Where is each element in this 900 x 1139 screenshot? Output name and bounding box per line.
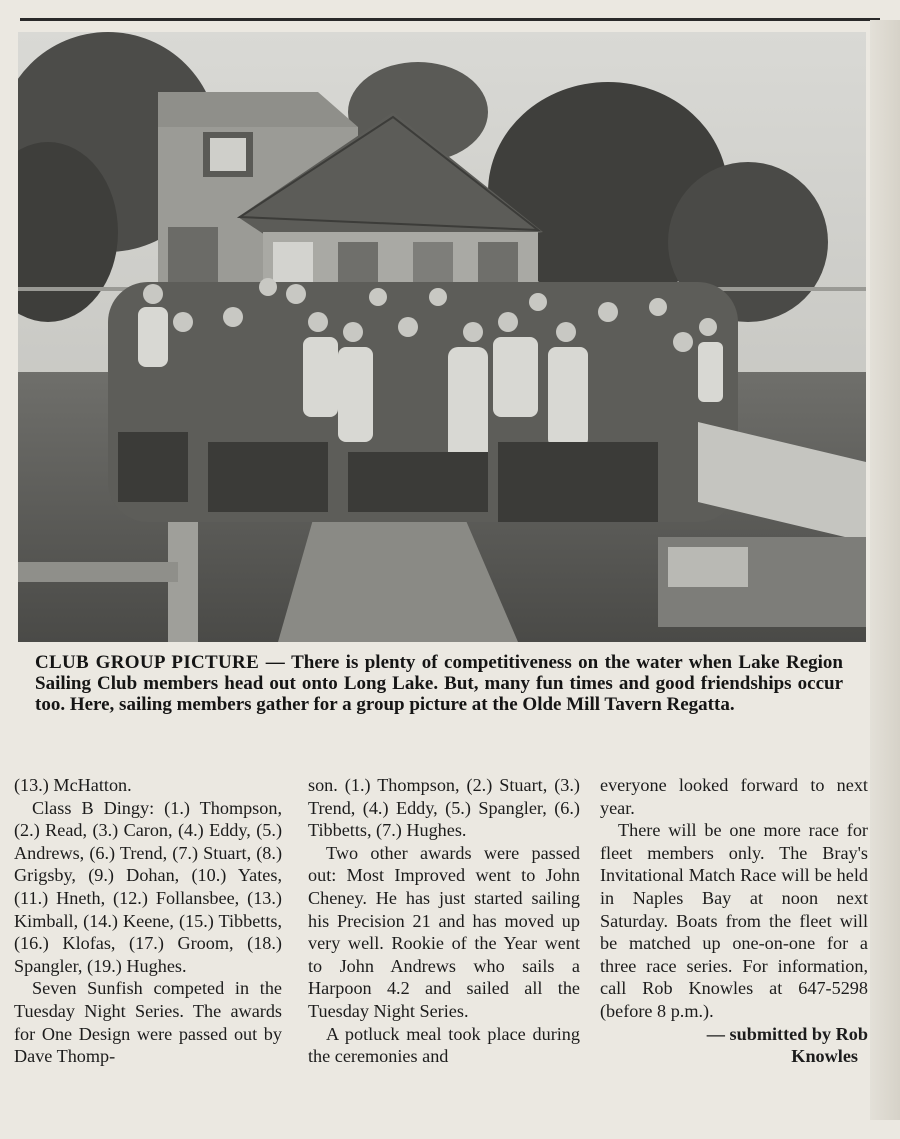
article-paragraph: Seven Sunfish competed in the Tuesday Night Series. The awards for One Design were passed out by Dave Thomp- xyxy=(14,978,282,1067)
caption-text: There is plenty of competitiveness on the water when Lake Region Sailing Club members head out onto Long Lake. But, many fun times and good friendships occur too. Here, sailing members gather for a group picture at the Olde Mill Tavern Regatta. xyxy=(35,652,843,715)
article-column-3 xyxy=(600,774,868,1068)
article-paragraph: Class B Dingy: (1.) Thompson, (2.) Read, (3.) Caron, (4.) Eddy, (5.) Andrews, (6.) Trend, (7.) Stuart, (8.) Grigsby, (9.) Dohan, (10.) Yates, (11.) Hneth, (12.) Follansbee, (13.) Kimball, (14.) Keene, (15.) Tibbetts, (16.) Klofas, (17.) Groom, (18.) Spangler, (19.) Hughes. xyxy=(14,797,282,976)
article-paragraph: (13.) McHatton. xyxy=(14,775,132,795)
adjacent-page-edge xyxy=(870,20,900,1120)
article-paragraph: everyone looked forward to next year. xyxy=(600,775,868,818)
photo-caption xyxy=(35,652,843,715)
article-paragraph: Two other awards were passed out: Most Improved went to John Cheney. He has just started sailing his Precision 21 and has moved up very well. Rookie of the Year went to John Andrews who sails a Harpoon 4.2 and sailed all the Tuesday Night Series. xyxy=(308,842,580,1021)
article-column-2 xyxy=(308,774,580,1068)
group-photo xyxy=(18,32,866,642)
byline-author: Knowles xyxy=(791,1046,858,1067)
article-paragraph: There will be one more race for fleet members only. The Bray's Invitational Match Race will be held in Naples Bay at noon next Saturday. Boats from the fleet will be matched up one-on-one for a three race series. For information, call Rob Knowles at 647-5298 (before 8 p.m.). xyxy=(600,820,868,1021)
article-paragraph: son. (1.) Thompson, (2.) Stuart, (3.) Trend, (4.) Eddy, (5.) Spangler, (6.) Tibbetts, (7.) Hughes. xyxy=(308,775,580,841)
article-column-1 xyxy=(14,774,282,1068)
caption-headline: CLUB GROUP PICTURE — xyxy=(35,652,286,673)
byline: — submitted by Rob xyxy=(706,1023,868,1044)
article-paragraph: A potluck meal took place during the ceremonies and xyxy=(308,1023,580,1067)
top-rule xyxy=(20,18,880,21)
